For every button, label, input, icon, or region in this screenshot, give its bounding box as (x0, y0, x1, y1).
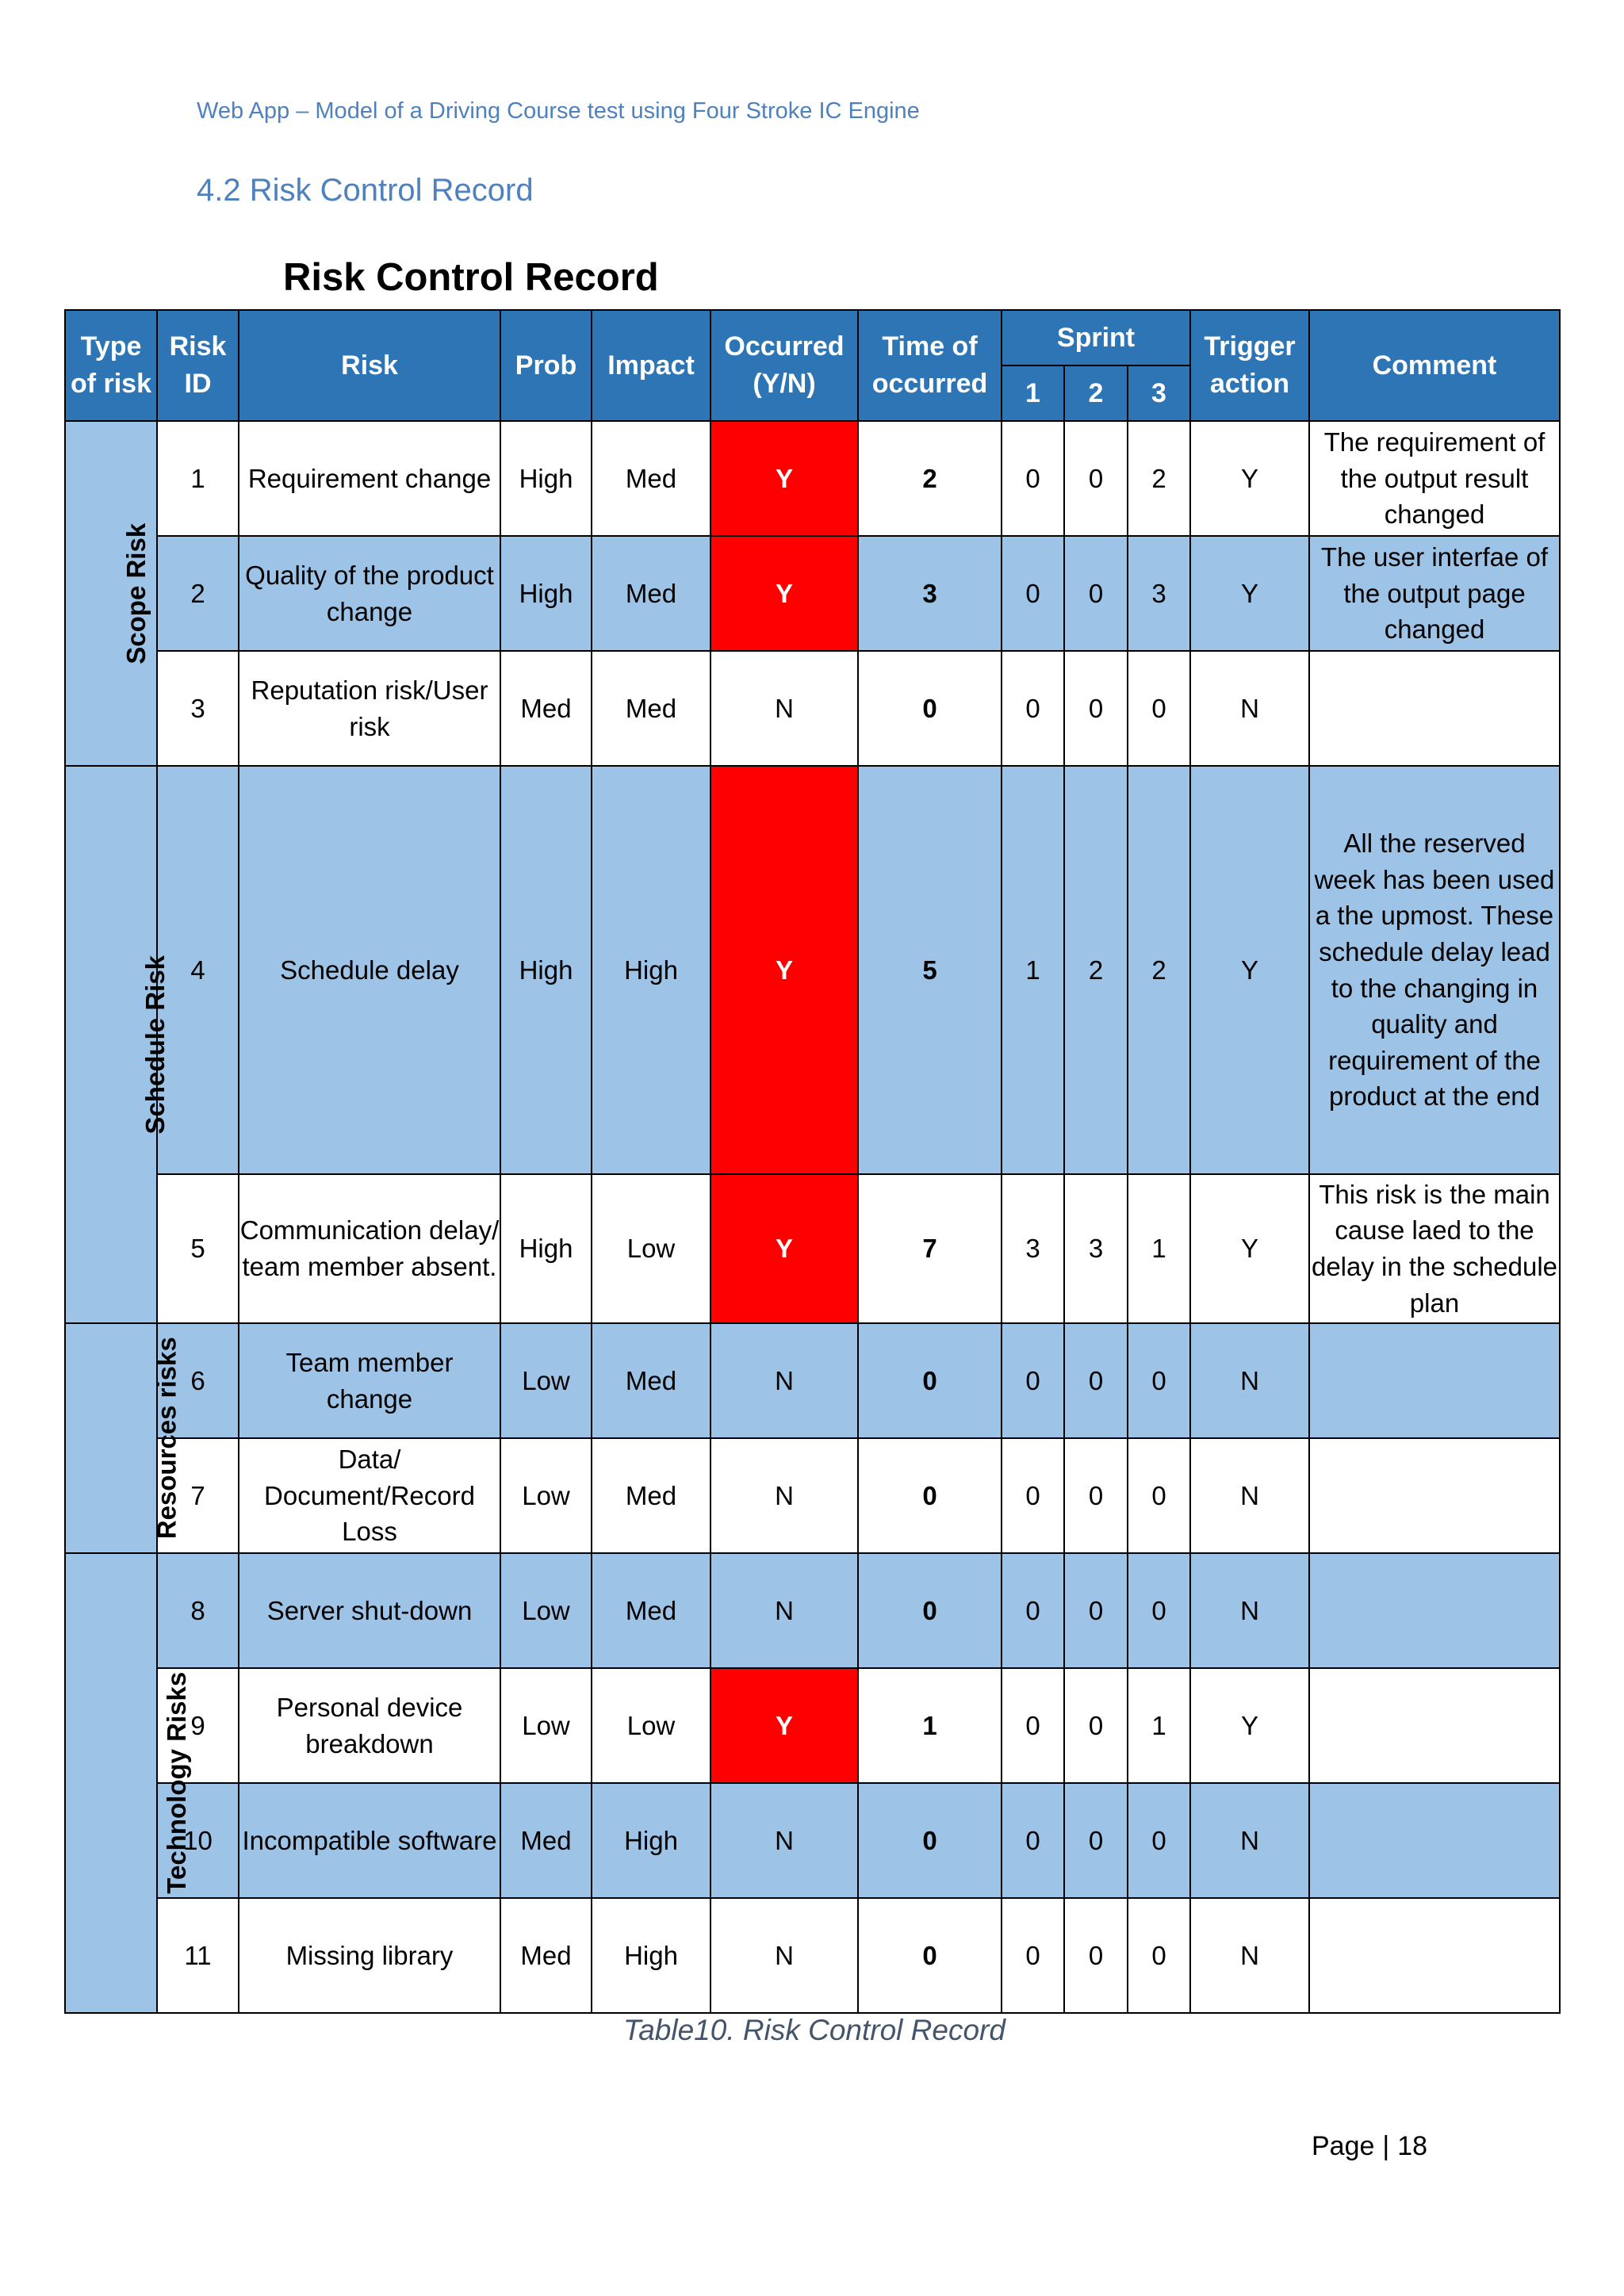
sprint-2-cell: 0 (1064, 651, 1128, 766)
impact-cell: Low (592, 1668, 710, 1783)
table-row (65, 1783, 1560, 1898)
occurred-cell: Y (710, 766, 858, 1174)
sprint-1-cell: 0 (1002, 421, 1064, 536)
time-occurred-cell: 0 (858, 651, 1002, 766)
sprint-1-cell: 1 (1002, 766, 1064, 1174)
time-occurred-cell: 0 (858, 1438, 1002, 1553)
trigger-action-cell: N (1190, 651, 1309, 766)
occurred-cell: Y (710, 536, 858, 651)
risk-type-label: Technology Risks (162, 1672, 192, 1894)
sprint-2-cell: 0 (1064, 1438, 1128, 1553)
header-time-of-occurred: Time of occurred (858, 310, 1002, 421)
occurred-cell: Y (710, 1668, 858, 1783)
risk-name-cell: Schedule delay (239, 766, 500, 1174)
sprint-2-cell: 0 (1064, 1783, 1128, 1898)
impact-cell: Low (592, 1174, 710, 1323)
trigger-action-cell: N (1190, 1898, 1309, 2013)
prob-cell: High (500, 536, 592, 651)
prob-cell: Low (500, 1668, 592, 1783)
impact-cell: Med (592, 1323, 710, 1438)
occurred-cell: N (710, 651, 858, 766)
page-separator: | (1382, 2131, 1390, 2161)
table-row (65, 1553, 1560, 1668)
table-row (65, 1323, 1560, 1438)
risk-id-cell: 3 (157, 651, 239, 766)
prob-cell: High (500, 1174, 592, 1323)
prob-cell: High (500, 766, 592, 1174)
sprint-3-cell: 0 (1128, 1783, 1190, 1898)
header-sprint-1: 1 (1002, 365, 1064, 421)
risk-name-cell: Communication delay/ team member absent. (239, 1174, 500, 1323)
risk-name-cell: Requirement change (239, 421, 500, 536)
comment-cell (1309, 1668, 1560, 1783)
time-occurred-cell: 7 (858, 1174, 1002, 1323)
comment-cell (1309, 1438, 1560, 1553)
header-sprint: Sprint (1002, 310, 1190, 365)
prob-cell: Med (500, 1898, 592, 2013)
occurred-cell: Y (710, 421, 858, 536)
header-comment: Comment (1309, 310, 1560, 421)
prob-cell: Med (500, 1783, 592, 1898)
table-row (65, 1438, 1560, 1553)
page-label: Page (1312, 2131, 1375, 2161)
occurred-cell: Y (710, 1174, 858, 1323)
time-occurred-cell: 0 (858, 1323, 1002, 1438)
sprint-3-cell: 0 (1128, 1323, 1190, 1438)
sprint-1-cell: 0 (1002, 1438, 1064, 1553)
table-row (65, 766, 1560, 1174)
header-trigger-action: Trigger action (1190, 310, 1309, 421)
section-heading: 4.2 Risk Control Record (197, 173, 534, 208)
risk-type-label: Resources risks (151, 1337, 182, 1540)
sprint-1-cell: 0 (1002, 651, 1064, 766)
risk-id-cell: 8 (157, 1553, 239, 1668)
sprint-3-cell: 1 (1128, 1174, 1190, 1323)
impact-cell: High (592, 1783, 710, 1898)
sprint-1-cell: 0 (1002, 1668, 1064, 1783)
table-row (65, 1174, 1560, 1323)
impact-cell: Med (592, 536, 710, 651)
risk-control-table (64, 309, 1561, 2014)
trigger-action-cell: Y (1190, 421, 1309, 536)
risk-name-cell: Server shut-down (239, 1553, 500, 1668)
sprint-1-cell: 0 (1002, 1783, 1064, 1898)
sprint-3-cell: 0 (1128, 1553, 1190, 1668)
trigger-action-cell: Y (1190, 536, 1309, 651)
sprint-3-cell: 0 (1128, 1898, 1190, 2013)
time-occurred-cell: 2 (858, 421, 1002, 536)
page-number-value: 18 (1397, 2131, 1428, 2161)
sprint-2-cell: 0 (1064, 1898, 1128, 2013)
risk-name-cell: Team member change (239, 1323, 500, 1438)
comment-cell: This risk is the main cause laed to the delay in the schedule plan (1309, 1174, 1560, 1323)
comment-cell: The requirement of the output result changed (1309, 421, 1560, 536)
sprint-3-cell: 1 (1128, 1668, 1190, 1783)
occurred-cell: N (710, 1898, 858, 2013)
table-row (65, 536, 1560, 651)
sprint-3-cell: 3 (1128, 536, 1190, 651)
risk-name-cell: Missing library (239, 1898, 500, 2013)
time-occurred-cell: 0 (858, 1898, 1002, 2013)
sprint-1-cell: 0 (1002, 1898, 1064, 2013)
impact-cell: High (592, 766, 710, 1174)
prob-cell: Low (500, 1438, 592, 1553)
time-occurred-cell: 3 (858, 536, 1002, 651)
risk-name-cell: Quality of the product change (239, 536, 500, 651)
sprint-1-cell: 0 (1002, 1323, 1064, 1438)
comment-cell (1309, 651, 1560, 766)
risk-name-cell: Reputation risk/User risk (239, 651, 500, 766)
prob-cell: Low (500, 1323, 592, 1438)
risk-name-cell: Personal device breakdown (239, 1668, 500, 1783)
table-body (65, 421, 1560, 2013)
table-row (65, 651, 1560, 766)
trigger-action-cell: Y (1190, 1668, 1309, 1783)
header-prob: Prob (500, 310, 592, 421)
table-title: Risk Control Record (283, 256, 659, 299)
occurred-cell: N (710, 1783, 858, 1898)
comment-cell: All the reserved week has been used a the upmost. These schedule delay lead to the changing in quality and requirement of the product at the end (1309, 766, 1560, 1174)
header-type-of-risk: Type of risk (65, 310, 157, 421)
risk-id-cell: 11 (157, 1898, 239, 2013)
occurred-cell: N (710, 1323, 858, 1438)
risk-id-cell: 1 (157, 421, 239, 536)
sprint-3-cell: 0 (1128, 1438, 1190, 1553)
sprint-2-cell: 0 (1064, 1553, 1128, 1668)
time-occurred-cell: 5 (858, 766, 1002, 1174)
trigger-action-cell: Y (1190, 1174, 1309, 1323)
impact-cell: Med (592, 651, 710, 766)
risk-id-cell: 5 (157, 1174, 239, 1323)
sprint-2-cell: 0 (1064, 1668, 1128, 1783)
impact-cell: Med (592, 421, 710, 536)
risk-name-cell: Incompatible software (239, 1783, 500, 1898)
header-sprint-3: 3 (1128, 365, 1190, 421)
risk-id-cell: 4 (157, 766, 239, 1174)
sprint-2-cell: 0 (1064, 1323, 1128, 1438)
table-row (65, 1668, 1560, 1783)
header-risk: Risk (239, 310, 500, 421)
risk-name-cell: Data/ Document/Record Loss (239, 1438, 500, 1553)
sprint-2-cell: 0 (1064, 536, 1128, 651)
comment-cell (1309, 1553, 1560, 1668)
header-occurred: Occurred (Y/N) (710, 310, 858, 421)
trigger-action-cell: N (1190, 1783, 1309, 1898)
comment-cell (1309, 1783, 1560, 1898)
sprint-3-cell: 2 (1128, 766, 1190, 1174)
risk-id-cell: 10 (157, 1783, 239, 1898)
time-occurred-cell: 1 (858, 1668, 1002, 1783)
comment-cell: The user interfae of the output page changed (1309, 536, 1560, 651)
comment-cell (1309, 1898, 1560, 2013)
trigger-action-cell: N (1190, 1438, 1309, 1553)
impact-cell: Med (592, 1438, 710, 1553)
time-occurred-cell: 0 (858, 1783, 1002, 1898)
table-row (65, 421, 1560, 536)
running-header: Web App – Model of a Driving Course test using Four Stroke IC Engine (197, 98, 920, 124)
header-sprint-2: 2 (1064, 365, 1128, 421)
comment-cell (1309, 1323, 1560, 1438)
sprint-1-cell: 0 (1002, 1553, 1064, 1668)
risk-id-cell: 6 (157, 1323, 239, 1438)
sprint-1-cell: 0 (1002, 536, 1064, 651)
impact-cell: High (592, 1898, 710, 2013)
time-occurred-cell: 0 (858, 1553, 1002, 1668)
sprint-2-cell: 2 (1064, 766, 1128, 1174)
occurred-cell: N (710, 1553, 858, 1668)
risk-type-label: Scope Risk (121, 522, 151, 664)
risk-id-cell: 7 (157, 1438, 239, 1553)
prob-cell: Low (500, 1553, 592, 1668)
risk-type-cell (65, 421, 157, 766)
occurred-cell: N (710, 1438, 858, 1553)
prob-cell: Med (500, 651, 592, 766)
risk-type-cell (65, 1553, 192, 2013)
sprint-3-cell: 2 (1128, 421, 1190, 536)
trigger-action-cell: Y (1190, 766, 1309, 1174)
sprint-2-cell: 0 (1064, 421, 1128, 536)
prob-cell: High (500, 421, 592, 536)
header-risk-id: Risk ID (157, 310, 239, 421)
table-caption: Table10. Risk Control Record (623, 2014, 1005, 2046)
trigger-action-cell: N (1190, 1323, 1309, 1438)
risk-type-cell (65, 1323, 182, 1553)
sprint-2-cell: 3 (1064, 1174, 1128, 1323)
table-row (65, 1898, 1560, 2013)
trigger-action-cell: N (1190, 1553, 1309, 1668)
header-impact: Impact (592, 310, 710, 421)
sprint-3-cell: 0 (1128, 651, 1190, 766)
sprint-1-cell: 3 (1002, 1174, 1064, 1323)
risk-type-label: Schedule Risk (140, 955, 170, 1135)
risk-type-cell (65, 766, 170, 1323)
page-number (1312, 2131, 1427, 2162)
risk-id-cell: 2 (157, 536, 239, 651)
risk-id-cell: 9 (157, 1668, 239, 1783)
impact-cell: Med (592, 1553, 710, 1668)
